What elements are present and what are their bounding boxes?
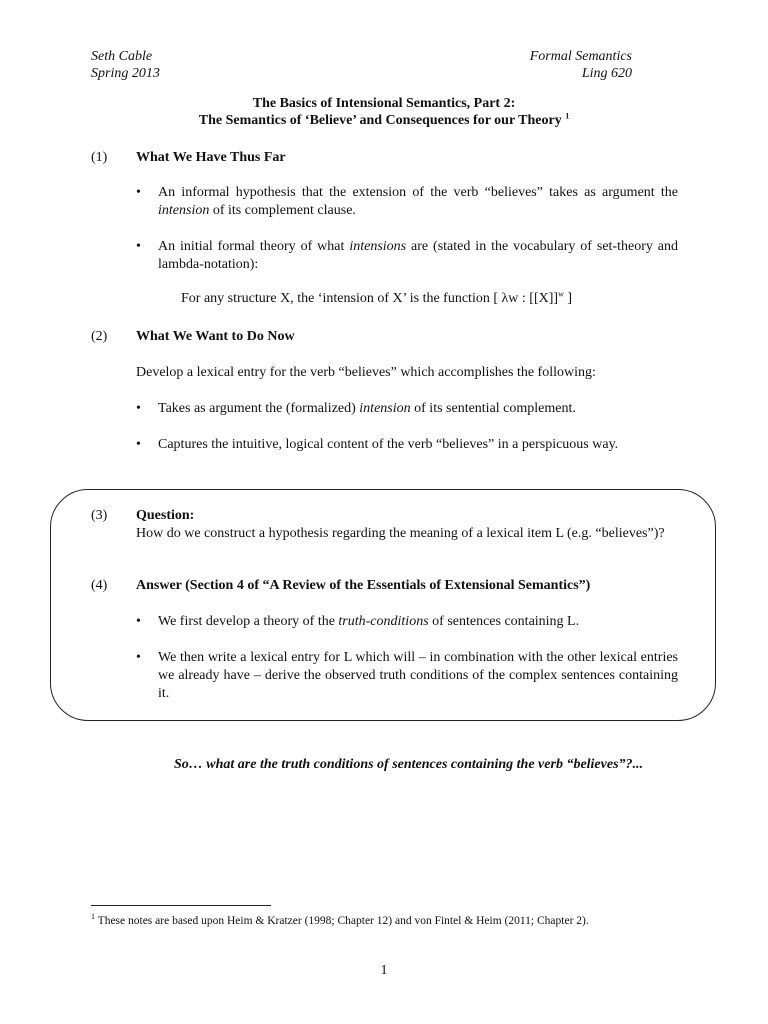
course-code: Ling 620 (581, 66, 632, 81)
course-title: Formal Semantics (529, 49, 632, 64)
text-run: of sentences containing L. (428, 614, 580, 629)
title-line-2 (0, 112, 768, 130)
text-run: ] (563, 291, 573, 306)
footnote-rule (91, 905, 271, 906)
title-line-1: The Basics of Intensional Semantics, Part 2: (252, 96, 516, 111)
page-number: 1 (380, 963, 388, 978)
bullet-icon: • (136, 185, 141, 200)
section-1-number: (1) (91, 150, 108, 165)
emphasis: intension (359, 401, 411, 416)
term: Spring 2013 (91, 66, 160, 81)
text-run: Takes as argument the (formalized) (158, 401, 360, 416)
text-run: An informal hypothesis that the extension of the verb “believes” takes as argument the (158, 185, 678, 200)
section-3-question: How do we construct a hypothesis regarding the meaning of a lexical item L (e.g. “believes”)? (136, 526, 665, 541)
text-run: An initial formal theory of what (158, 239, 350, 254)
section-4-number: (4) (91, 578, 108, 593)
title-footnote-mark: 1 (565, 111, 570, 121)
emphasis: intensions (349, 239, 407, 254)
footnote (91, 914, 589, 928)
title-text: The Semantics of ‘Believe’ and Consequences for our Theory (198, 113, 562, 128)
emphasis: truth-conditions (338, 614, 429, 629)
bullet-icon: • (136, 650, 141, 665)
section-4-bullet-2: We then write a lexical entry for L which will – in combination with the other lexical entries we already have – derive the observed truth conditions of the complex sentences containing it. (158, 650, 678, 701)
author-name: Seth Cable (91, 49, 153, 64)
section-2-heading: What We Want to Do Now (136, 329, 295, 344)
section-3-number: (3) (91, 508, 108, 523)
intension-formula (181, 290, 572, 308)
text-run: of its complement clause. (209, 203, 356, 218)
section-1-bullet-2 (158, 238, 678, 274)
footnote-text: These notes are based upon Heim & Kratzer (1998; Chapter 12) and von Fintel & Heim (2011; Chapter 2). (95, 915, 589, 927)
section-2-number: (2) (91, 329, 108, 344)
text-run: We first develop a theory of the (158, 614, 339, 629)
section-2-bullet-1 (158, 400, 678, 418)
emphasis: intension (158, 203, 210, 218)
section-3-heading: Question: (136, 508, 195, 523)
footnote-mark: 1 (91, 912, 95, 922)
section-4-bullet-1 (158, 613, 678, 631)
bullet-icon: • (136, 437, 141, 452)
bullet-icon: • (136, 401, 141, 416)
section-2-intro: Develop a lexical entry for the verb “believes” which accomplishes the following: (136, 365, 596, 380)
section-2-bullet-2: Captures the intuitive, logical content of the verb “believes” in a perspicuous way. (158, 437, 619, 452)
text-run: are (stated in the vocabulary of set-theory and lambda-notation): (158, 239, 679, 272)
bullet-icon: • (136, 239, 141, 254)
text-run: of its sentential complement. (410, 401, 576, 416)
section-1-heading: What We Have Thus Far (136, 150, 286, 165)
bullet-icon: • (136, 614, 141, 629)
closing-question: So… what are the truth conditions of sentences containing the verb “believes”?... (174, 757, 644, 772)
section-1-bullet-1 (158, 184, 678, 220)
superscript: w (558, 289, 564, 299)
section-4-heading: Answer (Section 4 of “A Review of the Essentials of Extensional Semantics”) (136, 578, 591, 593)
text-run: For any structure X, the ‘intension of X’ is the function [ λw : [[X]] (181, 291, 559, 306)
